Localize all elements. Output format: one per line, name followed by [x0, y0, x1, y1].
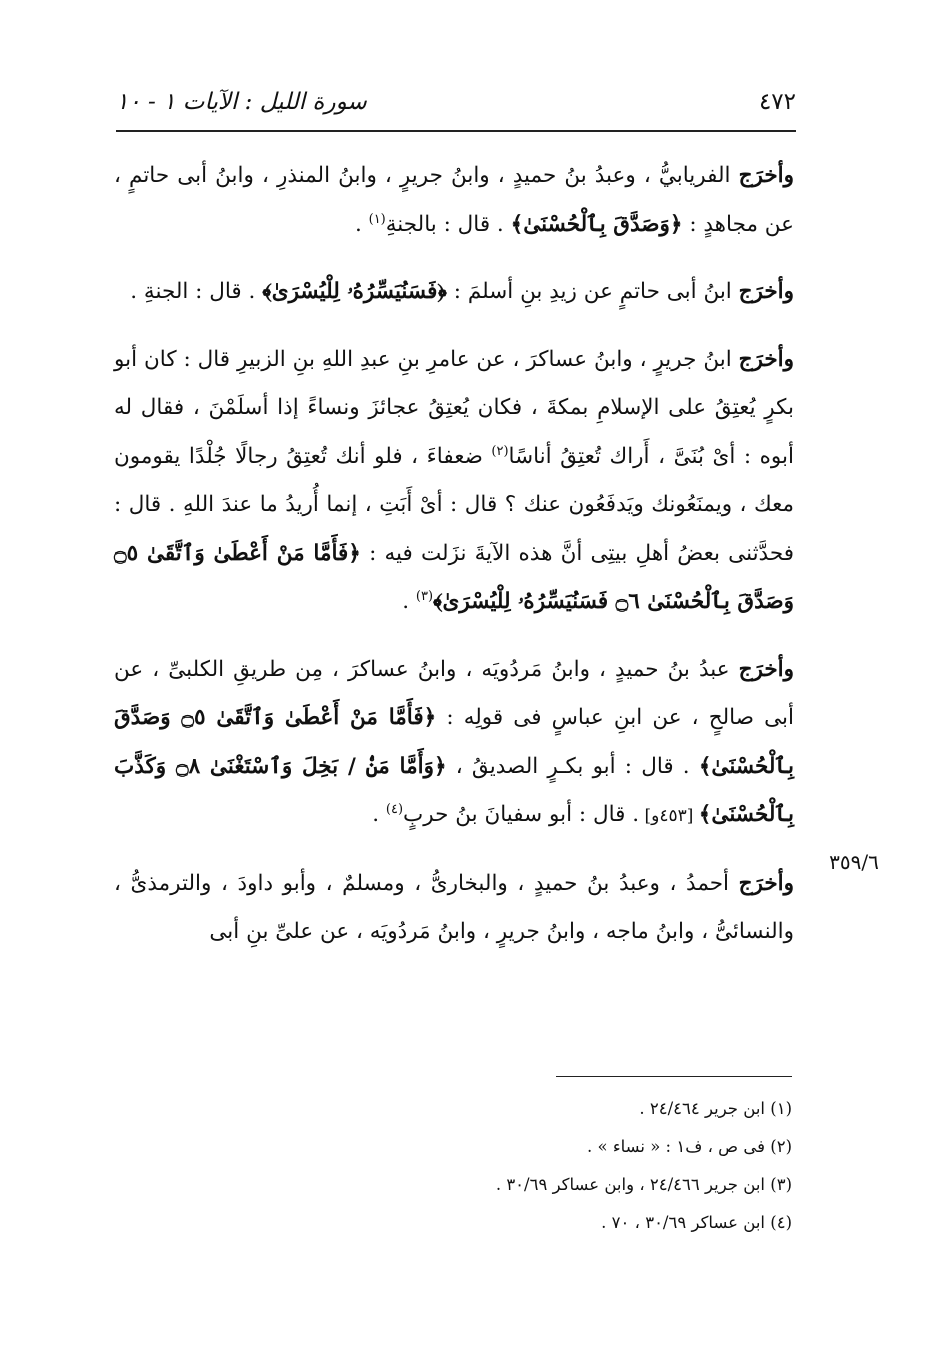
- paragraph-lead: وأخرَج: [738, 279, 794, 304]
- paragraph-lead: وأخرَج: [738, 870, 794, 896]
- footnote-item: (١) ابن جرير ٢٤/٤٦٤ .: [639, 1099, 792, 1118]
- margin-volume-page-ref: ٣٥٩/٦: [829, 850, 879, 874]
- footnote-item: (٣) ابن جرير ٢٤/٤٦٦ ، وابن عساكر ٣٠/٦٩ .: [495, 1175, 792, 1194]
- paragraph-lead: وأخرَج: [738, 346, 794, 372]
- paragraph-4: [114, 646, 794, 841]
- paragraph-text: ابنُ أبى حاتمٍ عن زيدِ بنِ أسلمَ :: [446, 279, 739, 304]
- paragraph-lead: وأخرَج: [738, 163, 794, 188]
- manuscript-folio-ref: [٤٥٣و]: [639, 806, 699, 826]
- paragraph-text: ابنُ جريرٍ ، وابنُ عساكرَ ، عن عامرِ بنِ عبدِ اللهِ بنِ الزبيرِ قال : كان أبو بكرٍ يُعتِقُ على الإسلامِ بمكةَ ، فكان يُعتِقُ عجائزَ ونساءً إذا أسلَمْنَ ، فقال له أبوه : أىْ بُنَىَّ ، أَراك تُعتِقُ أناسًا: [114, 346, 794, 469]
- quran-verse: ﴿وَأَمَّا مَنْۢ / بَخِلَ وَٱسْتَغْنَىٰ ۝٨ وَكَذَّبَ بِٱلْحُسْنَىٰ﴾: [114, 753, 794, 827]
- footnote-rule: [556, 1076, 792, 1077]
- paragraph-text: الفريابيُّ ، وعبدُ بنُ حميدٍ ، وابنُ جريرٍ ، وابنُ المنذرِ ، وابنُ أبى حاتمٍ ، عن مجاهدٍ :: [114, 163, 794, 237]
- paragraph-text: ضعفاءَ ، فلو أنك تُعتِقُ رجالًا جُلْدًا يقومون معك ، ويمنَعُونك ويَدفَعُون عنك ؟ قال : أىْ أَبَتِ ، إنما أُريدُ ما عندَ اللهِ . قال : فحدَّثنى بعضُ أهلِ بيتِى أنَّ هذه الآيةَ نزَلت فيه :: [114, 443, 794, 566]
- paragraph-lead: وأخرَج: [738, 656, 794, 682]
- page-number: ٤٧٢: [758, 89, 796, 115]
- running-head: [116, 84, 796, 120]
- footnote-ref: (٢): [491, 443, 509, 459]
- paragraph-text: أحمدُ ، وعبدُ بنُ حميدٍ ، والبخارىُّ ، ومسلمٌ ، وأبو داودَ ، والترمذىُّ ، والنسائىُّ ، وابنُ ماجه ، وابنُ جريرٍ ، وابنُ مَردُويَه ، عن علىِّ بنِ أبى: [114, 870, 794, 944]
- footnote-ref: (٤): [385, 801, 404, 817]
- quran-verse: ﴿فَأَمَّا مَنْ أَعْطَىٰ وَٱتَّقَىٰ ۝٥ وَصَدَّقَ بِٱلْحُسْنَىٰ﴾: [114, 705, 795, 779]
- paragraph-text: عبدُ بنُ حميدٍ ، وابنُ مَردُويَه ، وابنُ عساكرَ ، مِن طريقِ الكلبىِّ ، عن أبى صالحٍ ، عن ابنِ عباسٍ فى قولِه :: [114, 656, 795, 730]
- footnotes: [132, 1090, 792, 1242]
- paragraph-text: .: [372, 802, 386, 827]
- footnote-item: (٤) ابن عساكر ٣٠/٦٩ ، ٧٠ .: [601, 1213, 792, 1232]
- paragraph-2: [114, 268, 794, 317]
- quran-verse: ﴿فَأَمَّا مَنْ أَعْطَىٰ وَٱتَّقَىٰ ۝٥ وَصَدَّقَ بِٱلْحُسْنَىٰ ۝٦ فَسَنُيَسِّرُهُۥ لِلْيُسْرَىٰ﴾: [114, 540, 794, 614]
- running-title: سورة الليل : الآيات ١ - ١٠: [116, 89, 367, 115]
- quran-verse: ﴿وَصَدَّقَ بِٱلْحُسْنَىٰ﴾: [510, 211, 683, 237]
- paragraph-text: . قال : الجنةِ .: [130, 279, 263, 304]
- paragraph-text: . قال : أبو بكـرٍ الصديقُ ،: [446, 753, 699, 779]
- main-text: [114, 152, 794, 976]
- header-rule: [116, 130, 796, 132]
- paragraph-5: [114, 860, 794, 957]
- quran-verse: ﴿فَسَنُيَسِّرُهُۥ لِلْيُسْرَىٰ﴾: [262, 279, 447, 304]
- paragraph-1: [114, 152, 794, 249]
- paragraph-text: . قال : بالجنةِ: [385, 211, 511, 237]
- paragraph-text: . قال : أبو سفيانَ بنُ حربٍ: [403, 802, 640, 827]
- footnote-item: (٢) فى ص ، ف١ : « نساء » .: [587, 1137, 792, 1156]
- footnote-ref: (٣): [415, 588, 434, 604]
- footnote-ref: (١): [368, 211, 386, 227]
- paragraph-text: .: [354, 211, 369, 237]
- paragraph-text: .: [402, 589, 416, 614]
- paragraph-3: [114, 336, 794, 627]
